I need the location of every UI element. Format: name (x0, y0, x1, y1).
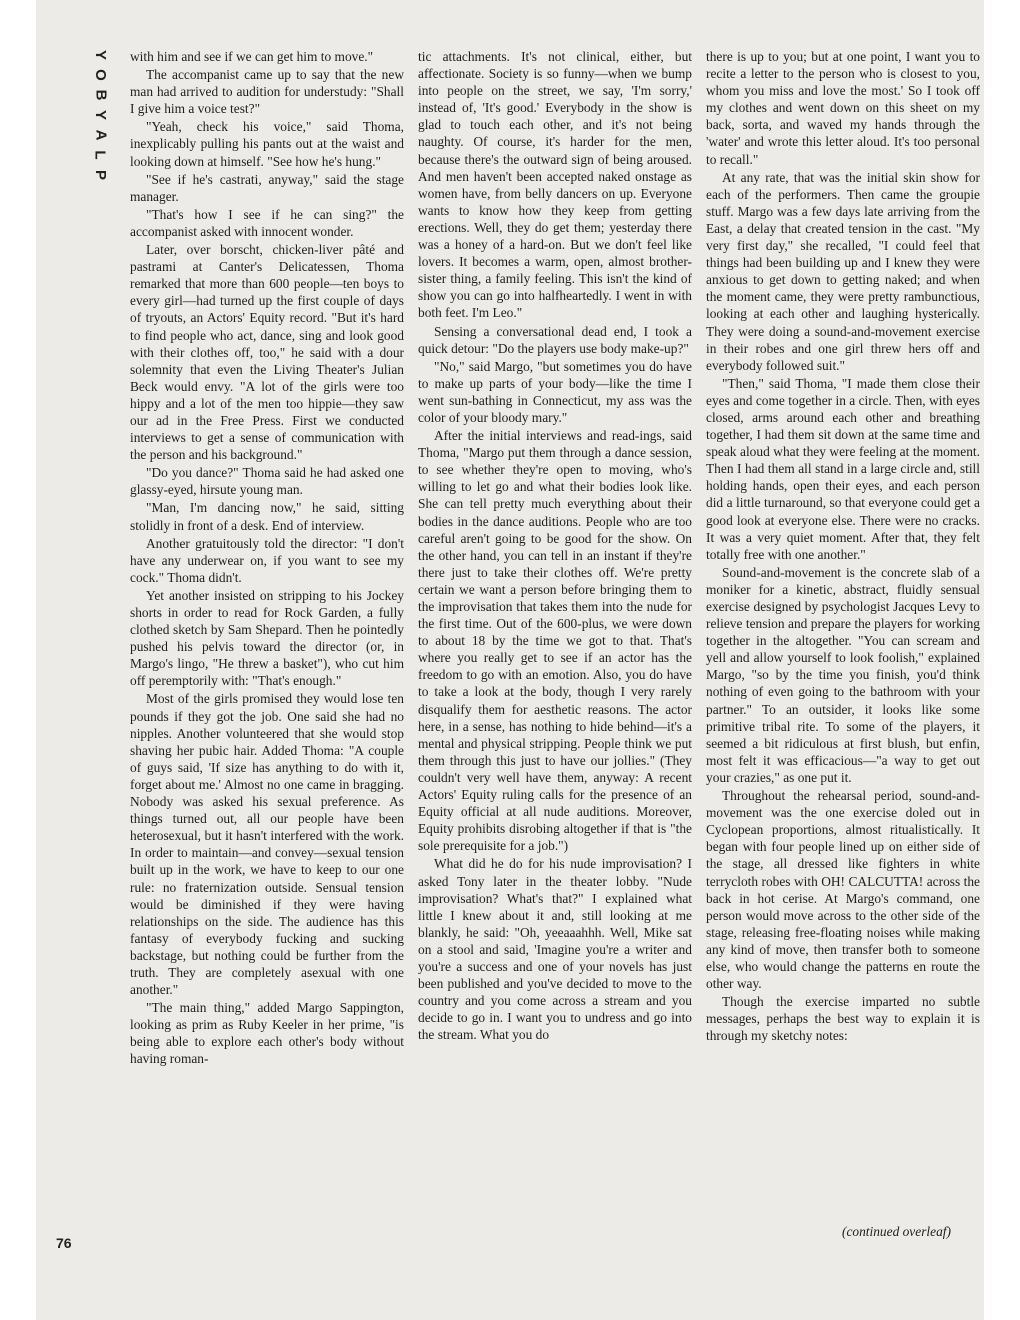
paragraph: Sound-and-movement is the concrete slab of a moniker for a kinetic, abstract, fluidly sensual exercise designed by psychologist Jacques Levy to relieve tension and prepare the players for working together in the altogether. "You can scream and yell and allow yourself to look foolish," explained Margo, "so by the time you finish, you'd think nothing of even going to the bathroom with your partner." To an outsider, it looks like some primitive tribal rite. To some of the players, it seemed a bit ridiculous at first blush, but enfin, most felt it was efficacious—"a way to get out your crazies," as one put it. (706, 564, 980, 785)
paragraph: "Yeah, check his voice," said Thoma, inexplicably pulling his pants out at the waist and looking down at himself. "See how he's hung." (130, 119, 404, 169)
paragraph: What did he do for his nude improvisation? I asked Tony later in the theater lobby. "Nude improvisation? What's that?" I explained what little I knew about it and, still looking at me blankly, he said: "Oh, yeeaaahhh. Well, Mike sat on a stool and said, 'Imagine you're a writer and you're a success and one of your novels has just been published and you've decided to move to the country and you come across a stream and you decide to go in. I want you to undress and go into the stream. What you do (418, 856, 692, 1043)
magazine-page (36, 0, 984, 1320)
paragraph: After the initial interviews and read-ings, said Thoma, "Margo put them through a dance session, to see whether they're open to moving, who's willing to let go and what their bodies look like. She can tell pretty much everything about their bodies in the dance auditions. People who are too careful aren't going to be good for the show. On the other hand, you can tell in an instant if they're there just to take their clothes off. We're pretty certain we want a person before bringing them to the improvisation that takes them into the nude for the first time. Out of the 600-plus, we were down to about 18 by the time we got to that. That's where you really get to see if an actor has the freedom to go with an emotion. Also, you do have to take a look at the body, though I very rarely disqualify them for aesthetic reasons. The actor here, in a sense, has nothing to hide behind—it's a mental and physical stripping. People think we put them through this just to have our jollies." (They couldn't very well have them, anyway: A recent Actors' Equity ruling calls for the presence of an Equity official at all nude auditions. Moreover, Equity prohibits disrobing altogether if that is "the sole prerequisite for a job.") (418, 428, 692, 854)
paragraph: At any rate, that was the initial skin show for each of the performers. Then came the groupie stuff. Margo was a few days late arriving from the East, a delay that created tension in the cast. "My very first day," she recalled, "I could feel that things had been building up and I knew they were anxious to get down to getting naked; and when the moment came, they were pretty rambunctious, looking at each other and laughing hysterically. They were doing a sound-and-movement exercise in their robes and one girl threw hers off and everybody followed suit." (706, 169, 980, 373)
paragraph: tic attachments. It's not clinical, either, but affectionate. Society is so funny—when we bump into people on the street, we say, 'I'm sorry,' instead of, 'It's good.' Everybody in the show is glad to touch each other, and it's not being naughty. Of course, it's harder for the men, because there's the outward sign of being aroused. And men haven't been accepted naked onstage as women have, from belly dancers on up. Everyone wants to know how they keep from getting erections. Well, they do get them; yesterday there was a honey of a hard-on. But we don't feel like lovers. It becomes a warm, open, almost brother-sister thing, a family feeling. This isn't the kind of show you can go into halfheartedly. I went in with both feet. I'm Leo." (418, 49, 692, 321)
paragraph: "Man, I'm dancing now," he said, sitting stolidly in front of a desk. End of interview. (130, 500, 404, 533)
continued-note: (continued overleaf) (842, 1224, 951, 1239)
text-column-3 (706, 48, 980, 1258)
masthead-letter: P (91, 169, 109, 181)
paragraph: "The main thing," added Margo Sappington, looking as prim as Ruby Keeler in her prime, "is being able to explore each other's body without having roman- (130, 1000, 404, 1067)
paragraph: Most of the girls promised they would lose ten pounds if they got the job. One said she had no nipples. Another volunteered that she would stop shaving her pubic hair. Added Thoma: "A couple of guys said, 'If size has anything to do with it, forget about me.' Almost no one came in bragging. Nobody was asked his sexual preference. As things turned out, all our people have been heterosexual, but it hasn't interfered with the work. In order to maintain—and convey—sexual tension built up in the work, we have to keep to our one rule: no fraternization outside. Sensual tension would be diminished if they were having relationships on the side. The audience has this fantasy of everybody fucking and sucking backstage, but nothing could be further from the truth. They are completely asexual with one another." (130, 691, 404, 998)
playboy-masthead (88, 48, 112, 182)
paragraph: Another gratuitously told the director: "I don't have any underwear on, if you want to see my cock." Thoma didn't. (130, 535, 404, 585)
masthead-letter: L (91, 150, 109, 160)
paragraph: "Do you dance?" Thoma said he had asked one glassy-eyed, hirsute young man. (130, 465, 404, 498)
masthead-letter: O (91, 69, 109, 81)
paragraph: "Then," said Thoma, "I made them close their eyes and come together in a circle. Then, with eyes closed, arms around each other and breathing together, I had them sit down at the same time and speak aloud what they were feeling at the moment. Then I had them all stand in a large circle and, still holding hands, open their eyes, and each person did a little turnaround, so that everyone could get a good look at everyone else. There were no cracks. It was a very quiet moment. After that, they felt totally free with one another." (706, 375, 980, 562)
paragraph: "That's how I see if he can sing?" the accompanist asked with innocent wonder. (130, 206, 404, 239)
text-column-1 (130, 48, 404, 1258)
text-column-2 (418, 48, 692, 1258)
masthead-letter: Y (91, 49, 109, 61)
paragraph: with him and see if we can get him to move." (130, 49, 374, 64)
masthead-letter: Y (91, 109, 109, 121)
paragraph: Yet another insisted on stripping to his Jockey shorts in order to read for Rock Garden, a fully clothed sketch by Sam Shepard. Then he pointedly pushed his pelvis toward the director (or, in Margo's lingo, "He threw a basket"), who cut him off peremptorily with: "That's enough." (130, 587, 404, 689)
page-number: 76 (56, 1235, 72, 1251)
paragraph: Later, over borscht, chicken-liver pâté and pastrami at Canter's Delicatessen, Thoma remarked that more than 600 people—ten boys to every girl—had turned up the first couple of days of tryouts, an Actors' Equity record. "But it's hard to find people who act, dance, sing and look good with their clothes off, too," he said with a dour solemnity that even the Living Theater's Julian Beck would envy. "A lot of the girls were too hippy and a lot of the men too hippie—they saw our ad in the Free Press. First we conducted interviews to get a sense of communication with the person and his background." (130, 242, 404, 463)
paragraph: "No," said Margo, "but sometimes you do have to make up parts of your body—like the time I went sun-bathing in Connecticut, my ass was the color of your bloody mary." (418, 358, 692, 425)
paragraph: Throughout the rehearsal period, sound-and-movement was the one exercise doled out in Cyclopean proportions, almost ritualistically. It began with four people lined up on either side of the stage, all dressed like fighters in white terrycloth robes with OH! CALCUTTA! across the back in hot cerise. At Margo's command, one person would move across to the other side of the stage, releasing free-floating noises while making any kind of move, then transfer both to someone else, who would change the patterns en route the other way. (706, 788, 980, 992)
masthead-letter: A (92, 129, 109, 141)
paragraph: Though the exercise imparted no subtle messages, perhaps the best way to explain it is through my sketchy notes: (706, 994, 980, 1044)
paragraph: there is up to you; but at one point, I want you to recite a letter to the person who is closest to you, whom you miss and love the most.' So I took off my clothes and went down on this sheet on my back, sorta, and waved my hands through the 'water' and wrote this letter aloud. It's too personal to recall." (706, 49, 980, 167)
masthead-letter: B (92, 89, 109, 101)
paragraph: "See if he's castrati, anyway," said the stage manager. (130, 171, 404, 204)
paragraph: The accompanist came up to say that the new man had arrived to audition for understudy: "Shall I give him a voice test?" (130, 67, 404, 117)
paragraph: Sensing a conversational dead end, I took a quick detour: "Do the players use body make-up?" (418, 323, 692, 356)
